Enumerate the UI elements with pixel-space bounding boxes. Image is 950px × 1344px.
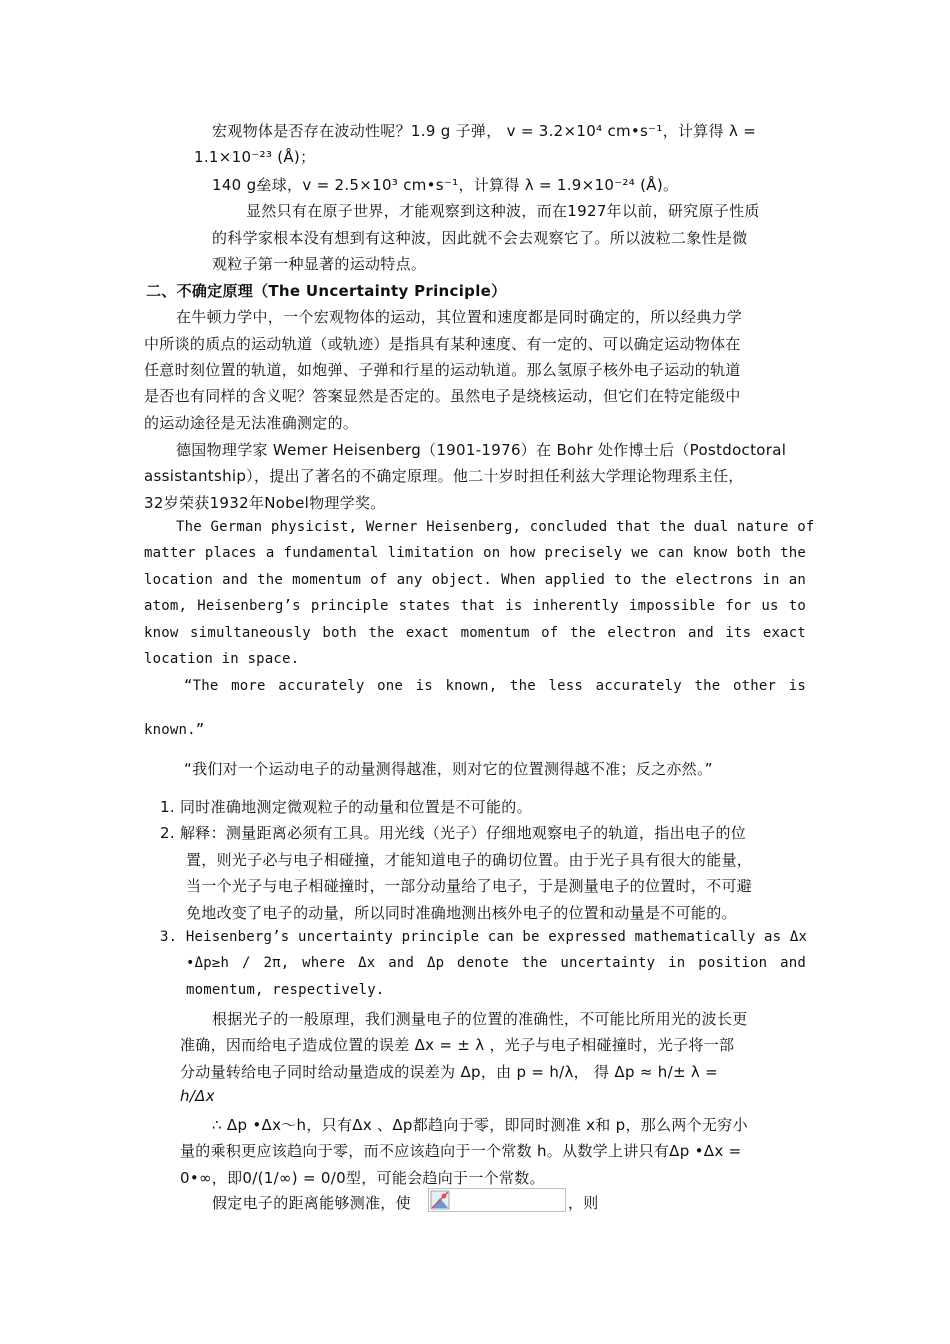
quote-chinese: “我们对一个运动电子的动量测得越准，则对它的位置测得越不准；反之亦然。” bbox=[184, 760, 713, 778]
list-item-2-line1: 2. 解释：测量距离必须有工具。用光线（光子）仔细地观察电子的轨道，指出电子的位 bbox=[160, 824, 747, 842]
section-heading-uncertainty: 二、不确定原理（The Uncertainty Principle） bbox=[146, 282, 507, 300]
para-english-line4: atom, Heisenberg’s principle states that is inherently impossible for us to bbox=[144, 598, 806, 614]
para-newton-line3: 任意时刻位置的轨道，如炮弹、子弹和行星的运动轨道。那么氢原子核外电子运动的轨道 bbox=[144, 361, 741, 379]
para-newton-line2: 中所谈的质点的运动轨道（或轨迹）是指具有某种速度、有一定的、可以确定运动物体在 bbox=[144, 335, 741, 353]
para-photon-line3: 分动量转给电子同时给动量造成的误差为 Δp，由 p = h/λ， 得 Δp ≈ h/± λ = bbox=[180, 1063, 719, 1081]
para-therefore-line2: 量的乘积更应该趋向于零，而不应该趋向于一个常数 h。从数学上讲只有Δp •Δx = bbox=[180, 1142, 742, 1160]
para-photon-line2: 准确，因而给电子造成位置的误差 Δx = ± λ ，光子与电子相碰撞时，光子将一部 bbox=[180, 1036, 735, 1054]
para-macro-line2: 1.1×10⁻²³ (Å)； bbox=[194, 148, 316, 166]
list-item-2-line3: 当一个光子与电子相碰撞时，一部分动量给了电子，于是测量电子的位置时，不可避 bbox=[186, 877, 753, 895]
list-item-2-line2: 置，则光子必与电子相碰撞，才能知道电子的确切位置。由于光子具有很大的能量， bbox=[186, 851, 753, 869]
para-newton-line4: 是否也有同样的含义呢？答案显然是否定的。虽然电子是绕核运动，但它们在特定能级中 bbox=[144, 387, 741, 405]
para-assume-end: ，则 bbox=[568, 1194, 599, 1212]
quote-english-line2: known.” bbox=[144, 722, 205, 738]
para-heisenberg-cn-line3: 32岁荣获1932年Nobel物理学奖。 bbox=[144, 494, 386, 512]
list-item-3-line2: •Δp≥h / 2π, where Δx and Δp denote the uncertainty in position and bbox=[186, 955, 806, 971]
para-assume-start: 假定电子的距离能够测准，使 bbox=[212, 1194, 411, 1212]
para-english-line5: know simultaneously both the exact momentum of the electron and its exact bbox=[144, 625, 806, 641]
list-item-2-line4: 免地改变了电子的动量，所以同时准确地测出核外电子的位置和动量是不可能的。 bbox=[186, 904, 737, 922]
para-heisenberg-cn-line2: assistantship），提出了著名的不确定原理。他二十岁时担任利兹大学理论物理系主任， bbox=[144, 467, 744, 485]
para-wave-line2: 的科学家根本没有想到有这种波，因此就不会去观察它了。所以波粒二象性是微 bbox=[212, 229, 748, 247]
para-therefore-line3: 0•∞，即0/(1/∞) = 0/0型，可能会趋向于一个常数。 bbox=[180, 1169, 545, 1187]
para-therefore-line1: ∴ Δp •Δx～h，只有Δx 、Δp都趋向于零，即同时测准 x和 p，那么两个无穷小 bbox=[212, 1116, 748, 1134]
para-english-line6: location in space. bbox=[144, 651, 300, 667]
para-heisenberg-cn-line1: 德国物理学家 Wemer Heisenberg（1901-1976）在 Bohr 处作博士后（Postdoctoral bbox=[176, 441, 787, 459]
para-photon-line1: 根据光子的一般原理，我们测量电子的位置的准确性，不可能比所用光的波长更 bbox=[212, 1010, 748, 1028]
list-item-1: 1. 同时准确地测定微观粒子的动量和位置是不可能的。 bbox=[160, 798, 532, 816]
list-item-3-line1: 3. Heisenberg’s uncertainty principle can be expressed mathematically as Δx bbox=[160, 929, 808, 945]
para-wave-line3: 观粒子第一种显著的运动特点。 bbox=[212, 255, 427, 273]
quote-english-line1: “The more accurately one is known, the less accurately the other is bbox=[184, 678, 806, 694]
para-english-line1: The German physicist, Werner Heisenberg, concluded that the dual nature of bbox=[176, 519, 815, 535]
para-newton-line1: 在牛顿力学中，一个宏观物体的运动，其位置和速度都是同时确定的，所以经典力学 bbox=[176, 308, 743, 326]
para-baseball-line: 140 g垒球，v = 2.5×10³ cm•s⁻¹，计算得 λ = 1.9×10⁻²⁴ (Å)。 bbox=[212, 176, 679, 194]
para-wave-line1: 显然只有在原子世界，才能观察到这种波，而在1927年以前，研究原子性质 bbox=[246, 202, 760, 220]
para-macro-line1: 宏观物体是否存在波动性呢？1.9 g 子弹， v = 3.2×10⁴ cm•s⁻¹，计算得 λ = bbox=[212, 122, 757, 140]
para-photon-line4: h/Δx bbox=[180, 1087, 215, 1105]
para-english-line2: matter places a fundamental limitation on how precisely we can know both the bbox=[144, 545, 806, 561]
broken-formula-image bbox=[428, 1188, 566, 1212]
broken-image-icon bbox=[430, 1190, 450, 1210]
list-item-3-line3: momentum, respectively. bbox=[186, 982, 385, 998]
para-english-line3: location and the momentum of any object. When applied to the electrons in an bbox=[144, 572, 806, 588]
para-newton-line5: 的运动途径是无法准确测定的。 bbox=[144, 414, 359, 432]
